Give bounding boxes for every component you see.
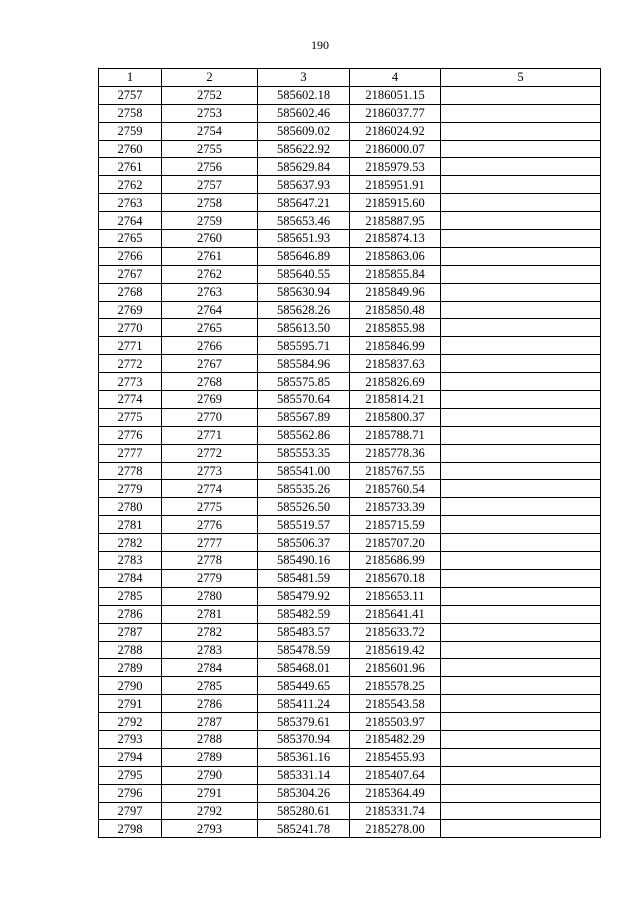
table-cell-col-3: 585595.71: [258, 337, 350, 355]
table-cell-col-4: 2185455.93: [350, 748, 441, 766]
table-cell-col-4: 2185641.41: [350, 605, 441, 623]
table-cell-col-1: 2779: [99, 480, 162, 498]
table-cell-col-4: 2186037.77: [350, 104, 441, 122]
table-cell-col-2: 2755: [162, 140, 258, 158]
table-cell-col-2: 2761: [162, 247, 258, 265]
table-cell-col-1: 2777: [99, 444, 162, 462]
table-cell-col-5: [441, 641, 601, 659]
table-cell-col-1: 2774: [99, 391, 162, 409]
table-cell-col-1: 2780: [99, 498, 162, 516]
table-row: [99, 677, 601, 695]
table-cell-col-3: 585379.61: [258, 713, 350, 731]
table-cell-col-4: 2185707.20: [350, 534, 441, 552]
table-cell-col-4: 2185278.00: [350, 820, 441, 838]
table-cell-col-2: 2766: [162, 337, 258, 355]
table-cell-col-5: [441, 140, 601, 158]
table-row: [99, 659, 601, 677]
table-cell-col-4: 2185331.74: [350, 802, 441, 820]
table-row: [99, 86, 601, 104]
table-cell-col-2: 2780: [162, 587, 258, 605]
table-cell-col-1: 2760: [99, 140, 162, 158]
table-row: [99, 158, 601, 176]
table-row: [99, 587, 601, 605]
table-cell-col-2: 2785: [162, 677, 258, 695]
table-cell-col-4: 2185863.06: [350, 247, 441, 265]
table-cell-col-3: 585613.50: [258, 319, 350, 337]
table-cell-col-5: [441, 283, 601, 301]
table-cell-col-3: 585637.93: [258, 176, 350, 194]
table-cell-col-3: 585526.50: [258, 498, 350, 516]
table-cell-col-3: 585602.46: [258, 104, 350, 122]
table-cell-col-1: 2757: [99, 86, 162, 104]
table-row: [99, 301, 601, 319]
table-cell-col-1: 2781: [99, 516, 162, 534]
table-cell-col-3: 585411.24: [258, 695, 350, 713]
table-cell-col-1: 2763: [99, 194, 162, 212]
table-row: [99, 265, 601, 283]
table-cell-col-2: 2791: [162, 784, 258, 802]
table-cell-col-5: [441, 659, 601, 677]
table-cell-col-3: 585361.16: [258, 748, 350, 766]
table-cell-col-4: 2185846.99: [350, 337, 441, 355]
table-cell-col-2: 2769: [162, 391, 258, 409]
table-cell-col-4: 2185788.71: [350, 426, 441, 444]
table-cell-col-2: 2758: [162, 194, 258, 212]
table-row: [99, 426, 601, 444]
table-row: [99, 230, 601, 248]
table-row: [99, 695, 601, 713]
table-cell-col-1: 2794: [99, 748, 162, 766]
table-row: [99, 104, 601, 122]
table-cell-col-1: 2770: [99, 319, 162, 337]
table-cell-col-3: 585483.57: [258, 623, 350, 641]
column-header-2: 2: [162, 69, 258, 87]
table-cell-col-2: 2778: [162, 552, 258, 570]
table-cell-col-5: [441, 122, 601, 140]
table-cell-col-5: [441, 337, 601, 355]
table-cell-col-5: [441, 230, 601, 248]
table-row: [99, 748, 601, 766]
table-cell-col-4: 2185837.63: [350, 355, 441, 373]
table-cell-col-1: 2761: [99, 158, 162, 176]
table-cell-col-2: 2756: [162, 158, 258, 176]
table-cell-col-3: 585304.26: [258, 784, 350, 802]
table-cell-col-5: [441, 730, 601, 748]
table-cell-col-2: 2771: [162, 426, 258, 444]
table-cell-col-1: 2769: [99, 301, 162, 319]
table-cell-col-2: 2774: [162, 480, 258, 498]
table-row: [99, 641, 601, 659]
table-cell-col-3: 585490.16: [258, 552, 350, 570]
table-row: [99, 713, 601, 731]
table-cell-col-3: 585640.55: [258, 265, 350, 283]
table-cell-col-4: 2185855.98: [350, 319, 441, 337]
table-cell-col-3: 585506.37: [258, 534, 350, 552]
table-cell-col-2: 2753: [162, 104, 258, 122]
table-cell-col-3: 585482.59: [258, 605, 350, 623]
table-cell-col-5: [441, 408, 601, 426]
table-cell-col-1: 2759: [99, 122, 162, 140]
table-cell-col-1: 2793: [99, 730, 162, 748]
table-cell-col-3: 585370.94: [258, 730, 350, 748]
table-cell-col-1: 2776: [99, 426, 162, 444]
table-cell-col-1: 2766: [99, 247, 162, 265]
table-row: [99, 802, 601, 820]
table-cell-col-3: 585553.35: [258, 444, 350, 462]
table-cell-col-3: 585628.26: [258, 301, 350, 319]
table-cell-col-1: 2773: [99, 373, 162, 391]
table-cell-col-5: [441, 552, 601, 570]
table-cell-col-4: 2185670.18: [350, 569, 441, 587]
table-cell-col-3: 585570.64: [258, 391, 350, 409]
table-cell-col-5: [441, 373, 601, 391]
table-cell-col-4: 2185826.69: [350, 373, 441, 391]
table-row: [99, 820, 601, 838]
table-cell-col-1: 2784: [99, 569, 162, 587]
table-cell-col-4: 2185849.96: [350, 283, 441, 301]
table-cell-col-4: 2185951.91: [350, 176, 441, 194]
table-cell-col-5: [441, 176, 601, 194]
table-row: [99, 730, 601, 748]
table-cell-col-5: [441, 158, 601, 176]
table-cell-col-3: 585562.86: [258, 426, 350, 444]
table-cell-col-4: 2185543.58: [350, 695, 441, 713]
table-cell-col-2: 2784: [162, 659, 258, 677]
table-row: [99, 408, 601, 426]
table-cell-col-1: 2775: [99, 408, 162, 426]
table-row: [99, 766, 601, 784]
table-cell-col-4: 2185482.29: [350, 730, 441, 748]
table-cell-col-3: 585630.94: [258, 283, 350, 301]
table-cell-col-4: 2185364.49: [350, 784, 441, 802]
table-cell-col-1: 2765: [99, 230, 162, 248]
table-cell-col-5: [441, 301, 601, 319]
table-cell-col-5: [441, 695, 601, 713]
table-cell-col-2: 2763: [162, 283, 258, 301]
table-cell-col-1: 2785: [99, 587, 162, 605]
table-cell-col-2: 2783: [162, 641, 258, 659]
table-cell-col-4: 2186051.15: [350, 86, 441, 104]
table-row: [99, 194, 601, 212]
table-cell-col-5: [441, 480, 601, 498]
table-cell-col-4: 2185733.39: [350, 498, 441, 516]
table-header-row: [99, 69, 601, 87]
table-cell-col-1: 2787: [99, 623, 162, 641]
table-cell-col-1: 2789: [99, 659, 162, 677]
table-cell-col-1: 2791: [99, 695, 162, 713]
table-cell-col-2: 2787: [162, 713, 258, 731]
table-cell-col-4: 2185778.36: [350, 444, 441, 462]
table-cell-col-5: [441, 766, 601, 784]
table-cell-col-1: 2767: [99, 265, 162, 283]
table-cell-col-2: 2779: [162, 569, 258, 587]
table-cell-col-1: 2768: [99, 283, 162, 301]
table-cell-col-5: [441, 194, 601, 212]
table-cell-col-2: 2768: [162, 373, 258, 391]
table-cell-col-5: [441, 569, 601, 587]
table-cell-col-2: 2789: [162, 748, 258, 766]
table-row: [99, 462, 601, 480]
table-row: [99, 552, 601, 570]
table-cell-col-2: 2788: [162, 730, 258, 748]
coordinates-table: [98, 68, 601, 838]
table-cell-col-4: 2185633.72: [350, 623, 441, 641]
table-cell-col-3: 585567.89: [258, 408, 350, 426]
table-cell-col-5: [441, 355, 601, 373]
table-cell-col-3: 585241.78: [258, 820, 350, 838]
table-cell-col-1: 2790: [99, 677, 162, 695]
table-cell-col-3: 585479.92: [258, 587, 350, 605]
table-cell-col-2: 2782: [162, 623, 258, 641]
table-cell-col-4: 2185578.25: [350, 677, 441, 695]
table-cell-col-3: 585622.92: [258, 140, 350, 158]
table-cell-col-5: [441, 516, 601, 534]
table-cell-col-4: 2185814.21: [350, 391, 441, 409]
table-cell-col-1: 2758: [99, 104, 162, 122]
table-cell-col-5: [441, 623, 601, 641]
table-cell-col-5: [441, 319, 601, 337]
table-row: [99, 516, 601, 534]
table-cell-col-4: 2186024.92: [350, 122, 441, 140]
table-cell-col-2: 2767: [162, 355, 258, 373]
table-cell-col-3: 585331.14: [258, 766, 350, 784]
table-cell-col-5: [441, 444, 601, 462]
table-cell-col-4: 2185601.96: [350, 659, 441, 677]
table-cell-col-5: [441, 587, 601, 605]
table-cell-col-3: 585541.00: [258, 462, 350, 480]
table-cell-col-1: 2771: [99, 337, 162, 355]
table-cell-col-2: 2759: [162, 212, 258, 230]
table-cell-col-2: 2760: [162, 230, 258, 248]
table-cell-col-2: 2762: [162, 265, 258, 283]
table-cell-col-4: 2185915.60: [350, 194, 441, 212]
table-cell-col-1: 2762: [99, 176, 162, 194]
table-row: [99, 373, 601, 391]
column-header-1: 1: [99, 69, 162, 87]
table-cell-col-3: 585584.96: [258, 355, 350, 373]
table-cell-col-3: 585653.46: [258, 212, 350, 230]
table-row: [99, 176, 601, 194]
table-cell-col-2: 2786: [162, 695, 258, 713]
table-cell-col-5: [441, 820, 601, 838]
table-cell-col-3: 585647.21: [258, 194, 350, 212]
table-cell-col-1: 2798: [99, 820, 162, 838]
table-cell-col-4: 2185874.13: [350, 230, 441, 248]
table-cell-col-5: [441, 426, 601, 444]
table-cell-col-1: 2788: [99, 641, 162, 659]
table-cell-col-5: [441, 247, 601, 265]
table-cell-col-2: 2764: [162, 301, 258, 319]
table-row: [99, 122, 601, 140]
table-cell-col-4: 2185800.37: [350, 408, 441, 426]
table-cell-col-3: 585280.61: [258, 802, 350, 820]
column-header-5: 5: [441, 69, 601, 87]
table-cell-col-4: 2185767.55: [350, 462, 441, 480]
table-row: [99, 355, 601, 373]
table-cell-col-2: 2792: [162, 802, 258, 820]
table-row: [99, 337, 601, 355]
table-cell-col-2: 2790: [162, 766, 258, 784]
table-cell-col-4: 2185653.11: [350, 587, 441, 605]
table-cell-col-2: 2793: [162, 820, 258, 838]
table-cell-col-3: 585449.65: [258, 677, 350, 695]
table-cell-col-2: 2757: [162, 176, 258, 194]
table-cell-col-3: 585481.59: [258, 569, 350, 587]
table-cell-col-4: 2185979.53: [350, 158, 441, 176]
table-cell-col-5: [441, 86, 601, 104]
table-row: [99, 444, 601, 462]
table-cell-col-3: 585519.57: [258, 516, 350, 534]
table-cell-col-2: 2781: [162, 605, 258, 623]
table-cell-col-5: [441, 784, 601, 802]
table-cell-col-5: [441, 498, 601, 516]
table-row: [99, 534, 601, 552]
table-cell-col-3: 585629.84: [258, 158, 350, 176]
table-cell-col-5: [441, 534, 601, 552]
table-cell-col-5: [441, 104, 601, 122]
table-row: [99, 247, 601, 265]
table-row: [99, 480, 601, 498]
table-cell-col-2: 2752: [162, 86, 258, 104]
table-cell-col-1: 2792: [99, 713, 162, 731]
table-row: [99, 140, 601, 158]
table-cell-col-5: [441, 802, 601, 820]
table-cell-col-5: [441, 677, 601, 695]
table-cell-col-1: 2782: [99, 534, 162, 552]
table-cell-col-3: 585478.59: [258, 641, 350, 659]
table-cell-col-5: [441, 713, 601, 731]
table-row: [99, 569, 601, 587]
table-cell-col-2: 2775: [162, 498, 258, 516]
table-cell-col-3: 585468.01: [258, 659, 350, 677]
table-cell-col-4: 2186000.07: [350, 140, 441, 158]
table-cell-col-4: 2185619.42: [350, 641, 441, 659]
table-cell-col-3: 585535.26: [258, 480, 350, 498]
table-cell-col-1: 2795: [99, 766, 162, 784]
table-cell-col-4: 2185760.54: [350, 480, 441, 498]
table-cell-col-2: 2754: [162, 122, 258, 140]
table-cell-col-1: 2772: [99, 355, 162, 373]
table-cell-col-4: 2185850.48: [350, 301, 441, 319]
table-cell-col-4: 2185855.84: [350, 265, 441, 283]
column-header-4: 4: [350, 69, 441, 87]
table-row: [99, 498, 601, 516]
table-cell-col-5: [441, 605, 601, 623]
table-cell-col-1: 2786: [99, 605, 162, 623]
table-cell-col-3: 585609.02: [258, 122, 350, 140]
table-body: [99, 86, 601, 837]
table-cell-col-2: 2772: [162, 444, 258, 462]
table-cell-col-1: 2796: [99, 784, 162, 802]
table-cell-col-4: 2185503.97: [350, 713, 441, 731]
table-cell-col-5: [441, 265, 601, 283]
table-cell-col-3: 585651.93: [258, 230, 350, 248]
column-header-3: 3: [258, 69, 350, 87]
table-cell-col-5: [441, 212, 601, 230]
table-row: [99, 283, 601, 301]
table-cell-col-4: 2185686.99: [350, 552, 441, 570]
table-cell-col-2: 2773: [162, 462, 258, 480]
table-cell-col-3: 585646.89: [258, 247, 350, 265]
table-cell-col-5: [441, 462, 601, 480]
page-number: 190: [311, 38, 329, 52]
table-row: [99, 212, 601, 230]
table-row: [99, 623, 601, 641]
table-row: [99, 319, 601, 337]
table-row: [99, 391, 601, 409]
table-cell-col-2: 2770: [162, 408, 258, 426]
table-cell-col-2: 2765: [162, 319, 258, 337]
table-cell-col-3: 585575.85: [258, 373, 350, 391]
table-cell-col-3: 585602.18: [258, 86, 350, 104]
table-cell-col-5: [441, 748, 601, 766]
table-cell-col-1: 2778: [99, 462, 162, 480]
table-cell-col-1: 2797: [99, 802, 162, 820]
table-cell-col-2: 2776: [162, 516, 258, 534]
table-cell-col-4: 2185887.95: [350, 212, 441, 230]
table-cell-col-5: [441, 391, 601, 409]
table-cell-col-4: 2185715.59: [350, 516, 441, 534]
table-cell-col-2: 2777: [162, 534, 258, 552]
table-cell-col-4: 2185407.64: [350, 766, 441, 784]
table-row: [99, 784, 601, 802]
table-cell-col-1: 2783: [99, 552, 162, 570]
table-row: [99, 605, 601, 623]
table-cell-col-1: 2764: [99, 212, 162, 230]
